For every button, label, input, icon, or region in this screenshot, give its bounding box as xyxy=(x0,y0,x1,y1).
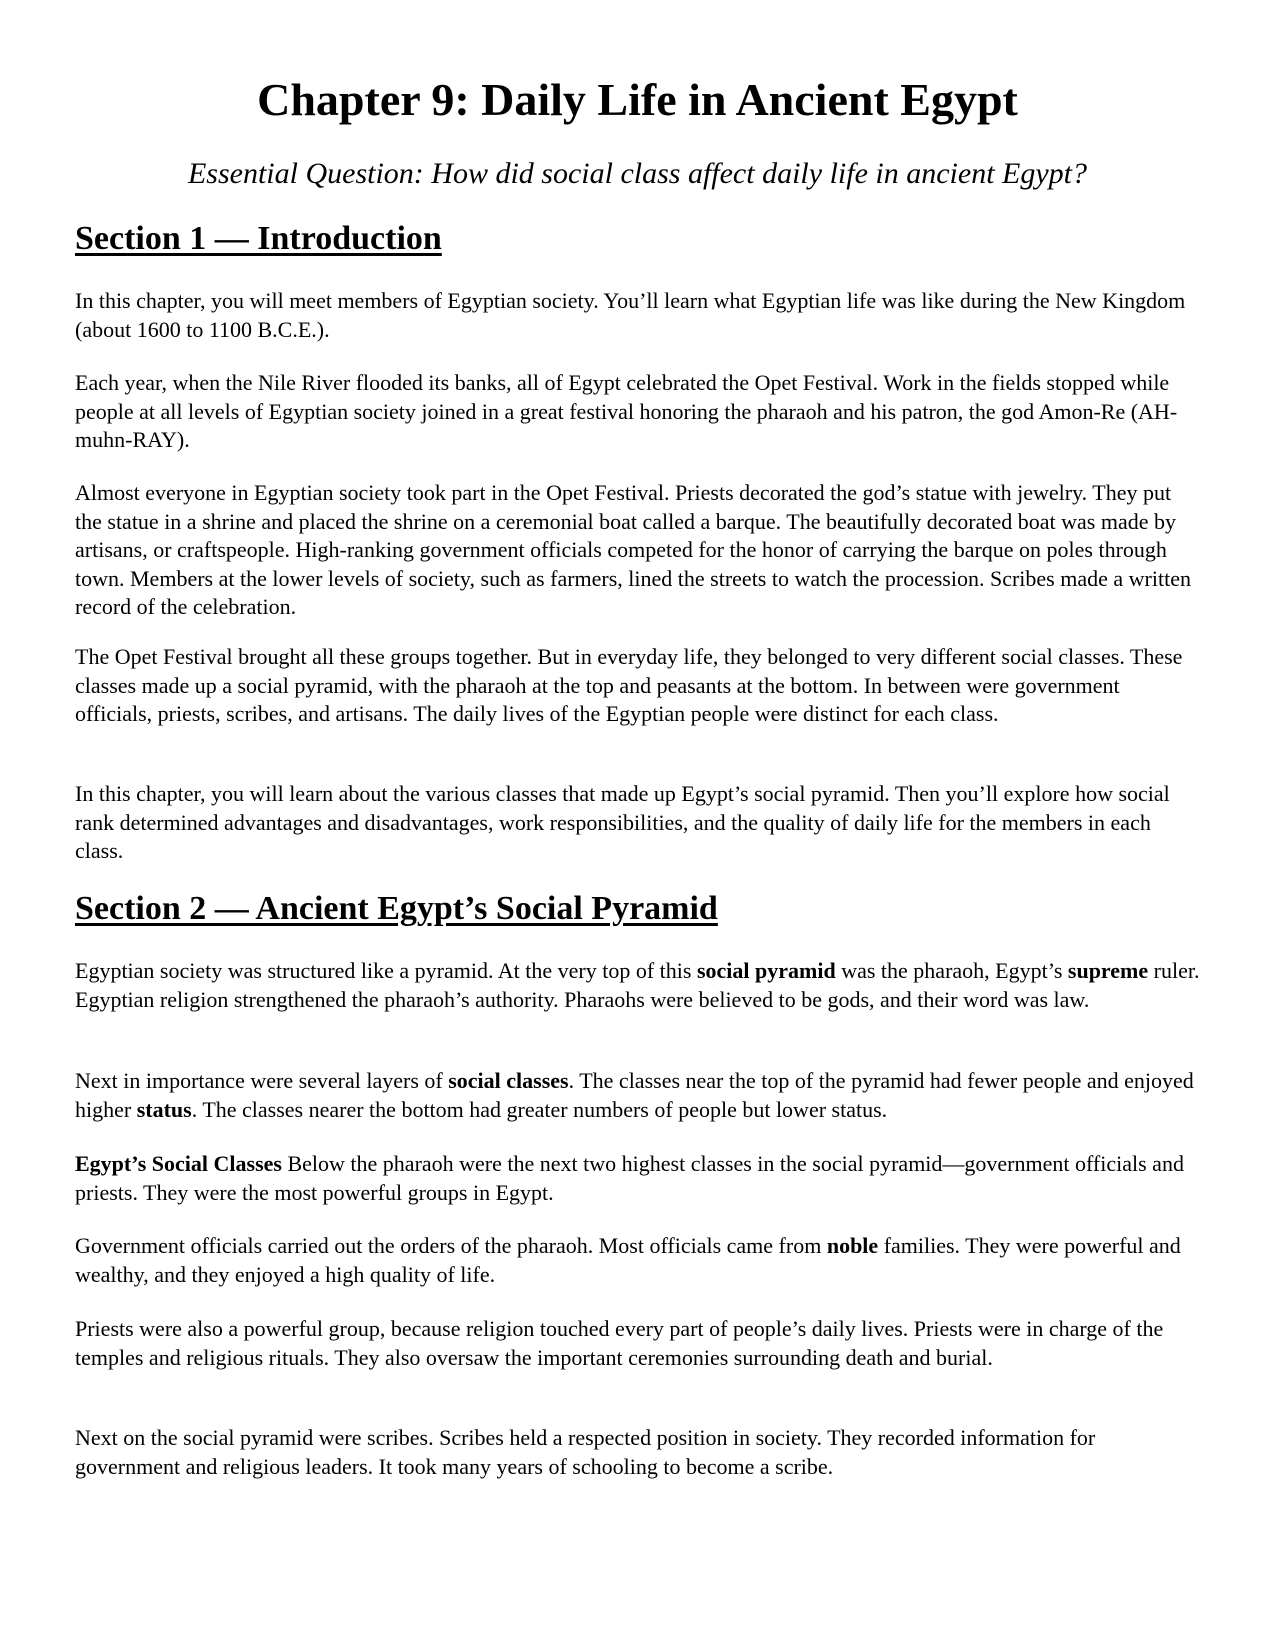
text-run: ruler. Egyptian religion strengthened the pharaoh’s authority. Pharaohs were believed to be gods, and their word was law. xyxy=(75,958,1200,1012)
section-2-paragraph-2 xyxy=(75,1067,1200,1124)
section-1-paragraph-1: In this chapter, you will meet members of Egyptian society. You’ll learn what Egyptian life was like during the New Kingdom (about 1600 to 1100 B.C.E.). xyxy=(75,288,1186,342)
text-run: families. They were powerful and wealthy, and they enjoyed a high quality of life. xyxy=(75,1233,1181,1287)
text-run: . The classes nearer the bottom had greater numbers of people but lower status. xyxy=(191,1096,888,1122)
text-run: was the pharaoh, Egypt’s xyxy=(835,958,1068,983)
section-1-heading: Section 1 — Introduction xyxy=(75,220,442,257)
text-run: Next in importance were several layers of xyxy=(75,1068,449,1093)
section-2-heading: Section 2 — Ancient Egypt’s Social Pyramid xyxy=(75,890,718,927)
term-status: status xyxy=(136,1096,192,1122)
text-run: Egyptian society was structured like a pyramid. At the very top of this xyxy=(75,958,697,983)
section-2-paragraph-1 xyxy=(75,957,1200,1014)
subheading-egypts-social-classes: Egypt’s Social Classes xyxy=(75,1151,282,1176)
section-1-paragraph-5: In this chapter, you will learn about the various classes that made up Egypt’s social pyramid. Then you’ll explore how social rank determined advantages and disadvantages, work responsibilities, and the quality of daily life for the members in each class. xyxy=(75,781,1170,863)
section-2-paragraph-3 xyxy=(75,1150,1200,1207)
section-1-paragraph-4: The Opet Festival brought all these groups together. But in everyday life, they belonged to very different social classes. These classes made up a social pyramid, with the pharaoh at the top and peasants at the bottom. In between were government officials, priests, scribes, and artisans. The daily lives of the Egyptian people were distinct for each class. xyxy=(75,644,1183,726)
term-social-classes: social classes xyxy=(448,1068,569,1093)
term-noble: noble xyxy=(826,1233,879,1258)
chapter-title: Chapter 9: Daily Life in Ancient Egypt xyxy=(257,74,1018,125)
section-1-paragraph-2: Each year, when the Nile River flooded its banks, all of Egypt celebrated the Opet Festival. Work in the fields stopped while people at all levels of Egyptian society joined in a great festival honoring the pharaoh and his patron, the god Amon-Re (AH-muhn-RAY). xyxy=(75,370,1178,452)
text-run: . The classes near the top of the pyramid had fewer people and enjoyed higher xyxy=(75,1068,1194,1122)
term-social-pyramid: social pyramid xyxy=(696,958,836,983)
essential-question: Essential Question: How did social class affect daily life in ancient Egypt? xyxy=(187,157,1088,190)
term-supreme: supreme xyxy=(1067,958,1149,983)
section-1-paragraph-3: Almost everyone in Egyptian society took part in the Opet Festival. Priests decorated the god’s statue with jewelry. They put the statue in a shrine and placed the shrine on a ceremonial boat called a barque. The beautifully decorated boat was made by artisans, or craftspeople. High-ranking government officials competed for the honor of carrying the barque on poles through town. Members at the lower levels of society, such as farmers, lined the streets to watch the procession. Scribes made a written record of the celebration. xyxy=(75,480,1191,619)
text-run: Below the pharaoh were the next two highest classes in the social pyramid—government officials and priests. They were the most powerful groups in Egypt. xyxy=(75,1151,1184,1205)
section-2-paragraph-6: Next on the social pyramid were scribes. Scribes held a respected position in society. They recorded information for government and religious leaders. It took many years of schooling to become a scribe. xyxy=(75,1425,1096,1479)
text-run: Government officials carried out the orders of the pharaoh. Most officials came from xyxy=(75,1233,827,1258)
section-2-paragraph-5: Priests were also a powerful group, because religion touched every part of people’s daily lives. Priests were in charge of the temples and religious rituals. They also oversaw the important ceremonies surrounding death and burial. xyxy=(75,1316,1164,1370)
section-2-paragraph-4 xyxy=(75,1232,1200,1289)
